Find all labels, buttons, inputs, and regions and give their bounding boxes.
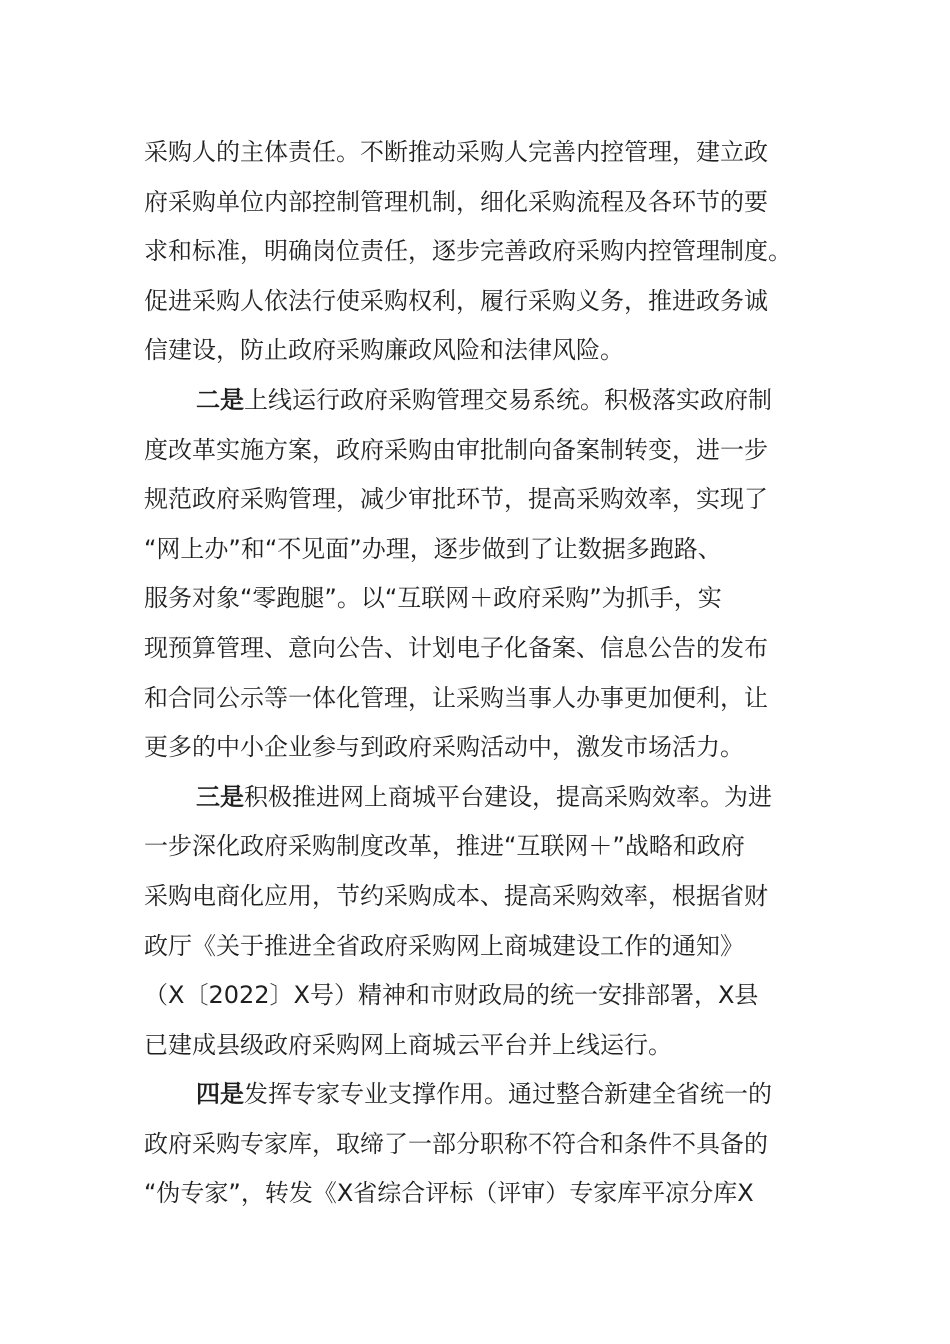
text-line: “网上办”和“不见面”办理，逐步做到了让数据多跑路、 xyxy=(144,534,722,563)
text-line: 现预算管理、意向公告、计划电子化备案、信息公告的发布 xyxy=(144,633,768,662)
text-line: 一步深化政府采购制度改革，推进“互联网＋”战略和政府 xyxy=(144,832,745,861)
paragraph-lead: 四是 xyxy=(196,1080,244,1109)
text-line: 规范政府采购管理，减少审批环节，提高采购效率，实现了 xyxy=(144,485,768,514)
paragraph-first-line xyxy=(144,376,824,426)
document-body xyxy=(144,128,824,1219)
paragraph-first-line xyxy=(144,1070,824,1120)
text-line: 政府采购专家库，取缔了一部分职称不符合和条件不具备的 xyxy=(144,1129,768,1158)
text-line: 求和标准，明确岗位责任，逐步完善政府采购内控管理制度。 xyxy=(144,237,792,266)
text-line: 采购电商化应用，节约采购成本、提高采购效率，根据省财 xyxy=(144,881,768,910)
paragraph-1 xyxy=(144,128,824,376)
text-line: 服务对象“零跑腿”。以“互联网＋政府采购”为抓手，实 xyxy=(144,584,722,613)
text-span: 积极推进网上商城平台建设，提高采购效率。为进 xyxy=(244,782,772,811)
text-line: （X〔2022〕X号）精神和市财政局的统一安排部署，X县 xyxy=(144,981,759,1010)
paragraph-first-line xyxy=(144,773,824,823)
text-span: 上线运行政府采购管理交易系统。积极落实政府制 xyxy=(244,385,772,414)
text-line: 政厅《关于推进全省政府采购网上商城建设工作的通知》 xyxy=(144,931,744,960)
paragraph-lead: 三是 xyxy=(196,782,244,811)
paragraph-4 xyxy=(144,1070,824,1219)
text-line: 采购人的主体责任。不断推动采购人完善内控管理，建立政 xyxy=(144,138,768,166)
text-line: 度改革实施方案，政府采购由审批制向备案制转变，进一步 xyxy=(144,435,768,464)
paragraph-2 xyxy=(144,376,824,773)
paragraph-lead: 二是 xyxy=(196,385,244,414)
paragraph-3 xyxy=(144,773,824,1071)
text-line: 促进采购人依法行使采购权利，履行采购义务，推进政务诚 xyxy=(144,286,768,315)
text-line: 更多的中小企业参与到政府采购活动中，激发市场活力。 xyxy=(144,733,744,762)
text-line: 和合同公示等一体化管理，让采购当事人办事更加便利，让 xyxy=(144,683,768,712)
text-line: 已建成县级政府采购网上商城云平台并上线运行。 xyxy=(144,1030,672,1059)
text-line: “伪专家”，转发《X省综合评标（评审）专家库平凉分库X xyxy=(144,1179,754,1208)
text-span: 发挥专家专业支撑作用。通过整合新建全省统一的 xyxy=(244,1080,772,1109)
text-line: 府采购单位内部控制管理机制，细化采购流程及各环节的要 xyxy=(144,187,768,216)
text-line: 信建设，防止政府采购廉政风险和法律风险。 xyxy=(144,336,624,365)
